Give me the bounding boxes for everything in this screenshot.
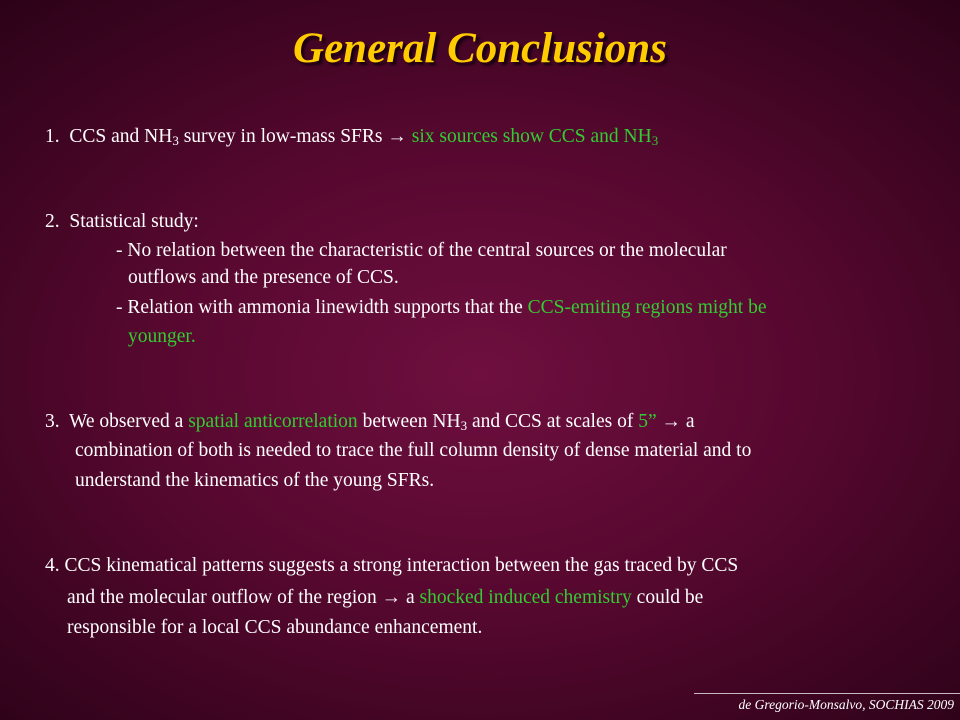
slide-title: General Conclusions [293,25,667,72]
item3-text-a: We observed a [69,411,189,432]
conclusion-2-bullet-1-line-2: outflows and the presence of CCS. [128,267,399,288]
item3-highlight-1: spatial anticorrelation [188,411,358,432]
item3-highlight-2: 5” [638,411,657,432]
item3-text-d: → a [656,411,695,432]
item4-text-b: could be [631,587,704,608]
conclusion-2-heading [45,212,199,232]
conclusion-4-line-1: 4. CCS kinematical patterns suggests a strong interaction between the gas traced by CCS [45,555,739,576]
conclusion-4-line-2 [67,588,703,608]
footer-credit: de Gregorio-Monsalvo, SOCHIAS 2009 [738,697,954,712]
item2-bullet2-text: - Relation with ammonia linewidth supports that the [116,297,528,318]
item3-sub: 3 [460,418,468,433]
item-number: 2. [45,211,60,232]
item-number: 3. [45,411,60,432]
item1-highlight-sub: 3 [651,133,659,148]
item4-text-a: and the molecular outflow of the region → a [67,587,420,608]
item3-text-b: between NH [357,411,461,432]
conclusion-2-bullet-2-line-1 [116,298,766,318]
conclusion-2-bullet-1-line-1: - No relation between the characteristic of the central sources or the molecular [116,240,727,261]
item2-heading: Statistical study: [69,211,199,232]
item-number: 1. [45,126,60,147]
conclusion-1 [45,127,658,147]
conclusion-3-line-1 [45,412,695,432]
footer-divider [694,693,960,694]
conclusion-4-line-3: responsible for a local CCS abundance enhancement. [67,617,483,638]
conclusion-3-line-3: understand the kinematics of the young SFRs. [75,470,435,491]
item1-sub-a: 3 [172,133,179,148]
item1-text-a: CCS and NH [69,126,173,147]
item1-highlight: six sources show CCS and NH [411,126,652,147]
item2-highlight: CCS-emiting regions might be [527,297,767,318]
conclusion-3-line-2: combination of both is needed to trace the full column density of dense material and to [75,440,752,461]
item1-text-b: survey in low-mass SFRs → [178,126,412,147]
conclusion-2-bullet-2-line-2: younger. [128,326,196,347]
item3-text-c: and CCS at scales of [467,411,639,432]
item4-highlight: shocked induced chemistry [419,587,632,608]
